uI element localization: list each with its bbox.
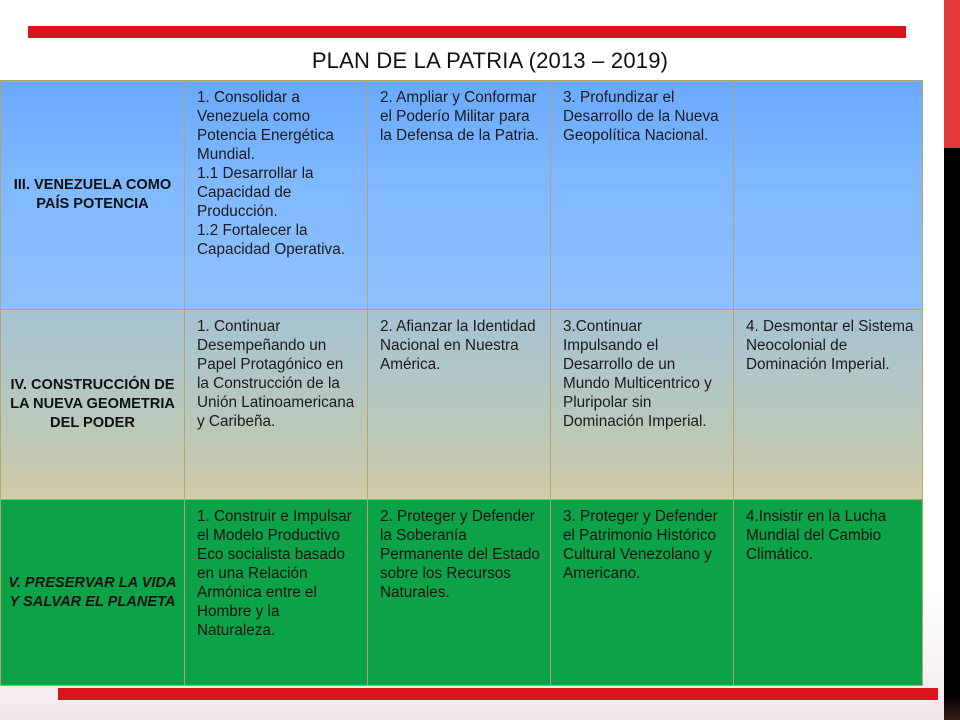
cell-text: 4. Desmontar el Sistema Neocolonial de Dominación Imperial. [746,318,914,373]
cell-text: 4.Insistir en la Lucha Mundial del Cambio Climático. [746,508,887,563]
row-header-objective-3: III. VENEZUELA COMO PAÍS POTENCIA [1,81,185,310]
cell-text: 1. Continuar Desempeñando un Papel Protagónico en la Construcción de la Unión Latinoamericana y Caribeña. [197,318,355,430]
table-row-objective-4 [1,310,923,500]
table-cell [551,81,734,310]
slide-title: PLAN DE LA PATRIA (2013 – 2019) [311,48,669,73]
table-cell [734,310,923,500]
cell-text: 2. Proteger y Defender la Soberanía Permanente del Estado sobre los Recursos Naturales. [380,508,540,601]
bottom-red-bar [58,688,938,700]
right-edge-black-stripe [944,148,960,720]
row-header-objective-4: IV. CONSTRUCCIÓN DE LA NUEVA GEOMETRIA DEL PODER [1,310,185,500]
cell-text: 1. Consolidar a Venezuela como Potencia Energética Mundial. [197,89,334,163]
top-red-bar [28,26,906,38]
cell-text: 3.Continuar Impulsando el Desarrollo de un Mundo Multicentrico y Pluripolar sin Dominación Imperial. [563,318,712,430]
cell-text: 1. Construir e Impulsar el Modelo Productivo Eco socialista basado en una Relación Armónica entre el Hombre y la Naturaleza. [197,508,352,639]
right-edge-fade [944,640,960,720]
table-cell [368,500,551,686]
table-cell [185,310,368,500]
plan-table [0,80,923,686]
cell-text: 3. Proteger y Defender el Patrimonio Histórico Cultural Venezolano y Americano. [563,508,718,582]
table-cell [185,500,368,686]
table-cell [551,310,734,500]
table-cell-empty [734,81,923,310]
table-cell [368,81,551,310]
table-cell [368,310,551,500]
table-cell [185,81,368,310]
cell-text: 1.1 Desarrollar la Capacidad de Producción. [197,165,314,220]
cell-text: 2. Ampliar y Conformar el Poderío Militar para la Defensa de la Patria. [380,89,540,144]
row-header-objective-5: V. PRESERVAR LA VIDA Y SALVAR EL PLANETA [1,500,185,686]
cell-text: 1.2 Fortalecer la Capacidad Operativa. [197,222,345,258]
table-cell [551,500,734,686]
table-cell [734,500,923,686]
right-edge-red-stripe [944,0,960,148]
cell-text: 2. Afianzar la Identidad Nacional en Nuestra América. [380,318,536,373]
table-row-objective-5 [1,500,923,686]
table-row-objective-3 [1,81,923,310]
cell-text: 3. Profundizar el Desarrollo de la Nueva Geopolítica Nacional. [563,89,719,144]
